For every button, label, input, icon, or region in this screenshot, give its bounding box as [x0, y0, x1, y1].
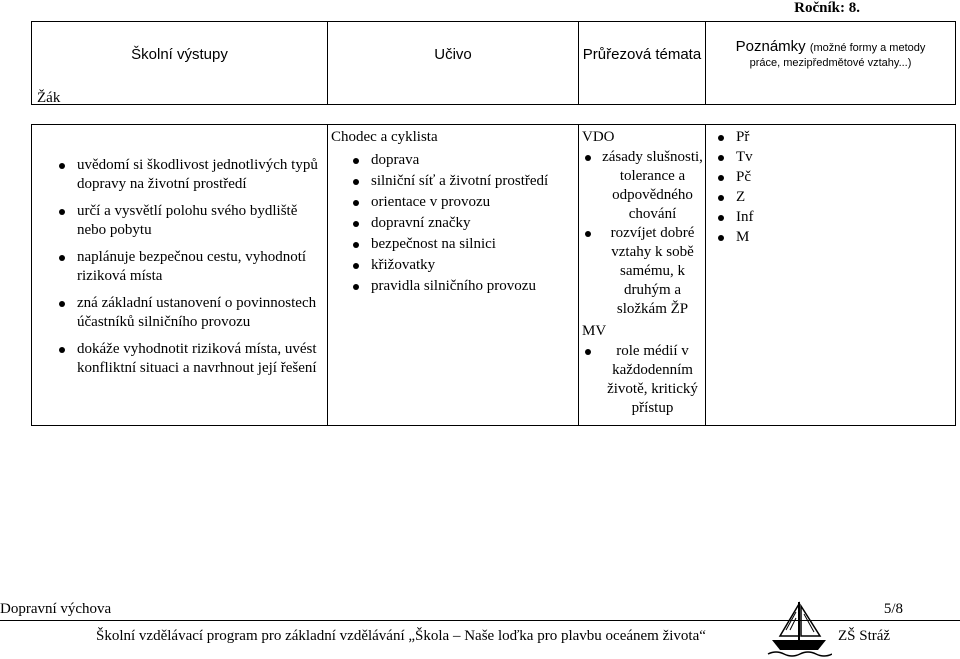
bullet-icon: [353, 179, 359, 185]
bullet-icon: [353, 221, 359, 227]
note-item: M: [736, 228, 951, 247]
note-item: Př: [736, 128, 951, 147]
outputs-cell: [32, 125, 328, 426]
bullet-icon: [353, 200, 359, 206]
col-header-outputs: Školní výstupy: [32, 22, 328, 105]
notes-header-main: Poznámky: [735, 38, 806, 55]
col-header-curriculum: Učivo: [328, 22, 579, 105]
note-item: Pč: [736, 168, 951, 187]
footer-program-title: Školní vzdělávací program pro základní vzdělávání „Škola – Naše loďka pro plavbu oceánem života“: [96, 628, 706, 644]
topic-code-vdo: VDO: [582, 129, 615, 145]
bullet-icon: [59, 255, 65, 261]
note-item: Tv: [736, 148, 951, 167]
curriculum-title: Chodec a cyklista: [331, 129, 438, 145]
bullet-icon: [59, 209, 65, 215]
spacer-cell: [32, 105, 328, 125]
col-header-notes: [706, 22, 956, 105]
output-item: naplánuje bezpečnou cestu, vyhodnotí riziková místa: [77, 248, 321, 286]
curriculum-item: bezpečnost na silnici: [371, 235, 574, 254]
student-label: Žák: [37, 90, 61, 106]
curriculum-item: doprava: [371, 151, 574, 170]
output-item: zná základní ustanovení o povinnostech účastníků silničního provozu: [77, 294, 321, 332]
topic-item: rozvíjet dobré vztahy k sobě samému, k druhým a složkám ŽP: [602, 224, 703, 319]
curriculum-item: pravidla silničního provozu: [371, 277, 574, 296]
curriculum-item: silniční síť a životní prostředí: [371, 172, 574, 191]
spacer-cell: [579, 105, 706, 125]
bullet-icon: [59, 347, 65, 353]
topics-cell: [579, 125, 706, 426]
output-item: určí a vysvětlí polohu svého bydliště nebo pobytu: [77, 202, 321, 240]
boat-logo-icon: [766, 598, 832, 658]
bullet-icon: [718, 155, 724, 161]
spacer-cell: [706, 105, 956, 125]
curriculum-table: [31, 21, 956, 426]
spacer-cell: [328, 105, 579, 125]
note-item: Z: [736, 188, 951, 207]
bullet-icon: [718, 135, 724, 141]
bullet-icon: [718, 215, 724, 221]
bullet-icon: [353, 284, 359, 290]
bullet-icon: [585, 231, 591, 237]
notes-header-small-1: (možné formy a metody: [809, 42, 926, 54]
bullet-icon: [353, 242, 359, 248]
grade-label: Ročník: 8.: [794, 0, 860, 16]
bullet-icon: [718, 235, 724, 241]
bullet-icon: [585, 349, 591, 355]
topic-code-mv: MV: [582, 323, 607, 339]
note-item: Inf: [736, 208, 951, 227]
bullet-icon: [585, 155, 591, 161]
bullet-icon: [59, 163, 65, 169]
bullet-icon: [718, 175, 724, 181]
footer-subject: Dopravní výchova: [0, 601, 112, 617]
content-row: [32, 125, 956, 426]
notes-cell: [706, 125, 956, 426]
curriculum-item: orientace v provozu: [371, 193, 574, 212]
footer-school-name: ZŠ Stráž: [838, 628, 891, 644]
spacer-row: [32, 105, 956, 125]
output-item: dokáže vyhodnotit riziková místa, uvést konfliktní situaci a navrhnout její řešení: [77, 340, 321, 378]
topic-item: role médií v každodenním životě, kritický přístup: [602, 342, 703, 418]
curriculum-item: křižovatky: [371, 256, 574, 275]
notes-header-small-2: práce, mezipředmětové vztahy...): [749, 57, 912, 69]
output-item: uvědomí si škodlivost jednotlivých typů dopravy na životní prostředí: [77, 156, 321, 194]
curriculum-item: dopravní značky: [371, 214, 574, 233]
topic-item: zásady slušnosti, tolerance a odpovědného chování: [602, 148, 703, 224]
header-row: [32, 22, 956, 105]
bullet-icon: [353, 158, 359, 164]
bullet-icon: [718, 195, 724, 201]
col-header-topics: Průřezová témata: [579, 22, 706, 105]
bullet-icon: [59, 301, 65, 307]
curriculum-cell: [328, 125, 579, 426]
bullet-icon: [353, 263, 359, 269]
footer-page-number: 5/8: [883, 601, 903, 617]
